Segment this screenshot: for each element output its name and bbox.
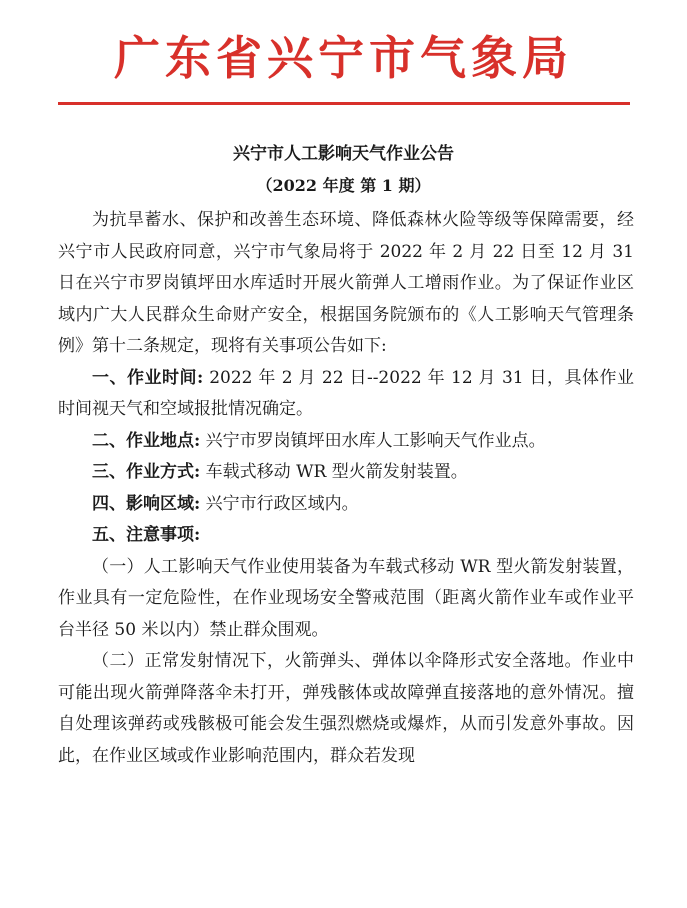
section-heading: 二、作业地点: [92, 430, 201, 451]
section-text: 车载式移动 WR 型火箭发射装置。 [200, 462, 468, 482]
section-method [58, 457, 634, 489]
section-text: 兴宁市罗岗镇坪田水库人工影响天气作业点。 [200, 430, 546, 451]
section-notes [58, 520, 634, 552]
section-heading: 五、注意事项: [92, 525, 201, 545]
note-paragraph-2: （二）正常发射情况下，火箭弹头、弹体以伞降形式安全落地。作业中可能出现火箭弹降落伞未打开，弹残骸体或故障弹直接落地的意外情况。擅自处理该弹药或残骸极可能会发生强烈燃烧或爆炸，从而引发意外事故。因此，在作业区域或作业影响范围内，群众若发现 [58, 651, 634, 766]
intro-paragraph: 为抗旱蓄水、保护和改善生态环境、降低森林火险等级等保障需要，经兴宁市人民政府同意，兴宁市气象局将于 2022 年 2 月 22 日至 12 月 31 日在兴宁市罗岗镇坪田水库适时开展火箭弹人工增雨作业。为了保证作业区域内广大人民群众生命财产安全，根据国务院颁布的《人工影响天气管理条例》第十二条规定，现将有关事项公告如下: [58, 210, 634, 356]
notice-title: 兴宁市人工影响天气作业公告 [233, 144, 454, 164]
section-location [58, 426, 634, 458]
note-paragraph-1: （一）人工影响天气作业使用装备为车载式移动 WR 型火箭发射装置，作业具有一定危险性，在作业现场安全警戒范围（距离火箭作业车或作业平台半径 50 米以内）禁止群众围观。 [58, 556, 634, 640]
section-time [58, 363, 634, 426]
section-heading: 三、作业方式: [92, 462, 201, 482]
section-heading: 一、作业时间: [92, 367, 204, 388]
section-heading: 四、影响区域: [92, 493, 201, 514]
org-name: 广东省兴宁市气象局 [114, 31, 573, 85]
notice-body [58, 205, 634, 772]
section-area [58, 489, 634, 521]
section-text: 2022 年 2 月 22 日--2022 年 12 月 31 日，具体作业时间视天气和空域报批情况确定。 [58, 367, 635, 419]
section-text: 兴宁市行政区域内。 [200, 493, 359, 514]
letterhead [0, 28, 687, 88]
letterhead-red-rule [58, 102, 630, 105]
notice-issue: （2022 年度 第 1 期） [256, 176, 431, 195]
